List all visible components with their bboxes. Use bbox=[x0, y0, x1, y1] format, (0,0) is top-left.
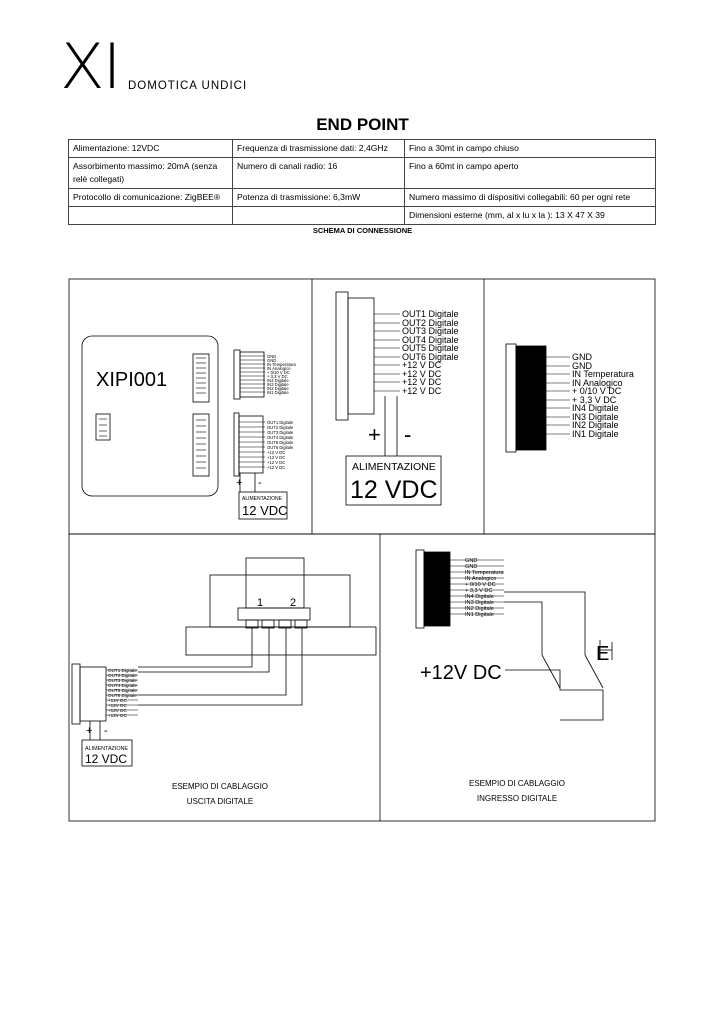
label: IN1 Digitale bbox=[465, 612, 494, 618]
label: OUT5 Digitale bbox=[402, 343, 459, 353]
label: + 0/10 V DC bbox=[572, 386, 622, 396]
label: IN Analogico bbox=[267, 366, 291, 371]
table-cell: Assorbimento massimo: 20mA (senza relè collegati) bbox=[69, 158, 233, 189]
caption-right bbox=[447, 776, 587, 806]
label: OUT6 Digitale bbox=[267, 445, 294, 450]
table-cell: Numero massimo di dispositivi collegabili: 60 per ogni rete bbox=[405, 189, 656, 207]
supply-label: ALIMENTAZIONE bbox=[85, 746, 129, 752]
label: +12V DC bbox=[108, 713, 127, 718]
label: OUT1 Digitale bbox=[108, 668, 137, 673]
label: +12 V DC bbox=[267, 455, 286, 460]
label: +12 V DC bbox=[402, 386, 442, 396]
output-labels-panel4 bbox=[108, 668, 137, 718]
table-cell: Numero di canali radio: 16 bbox=[233, 158, 405, 189]
label: +12V DC bbox=[108, 708, 127, 713]
label: +12 V DC bbox=[402, 360, 442, 370]
label: +12V DC bbox=[108, 703, 127, 708]
label: + 3,3 V DC bbox=[572, 395, 617, 405]
table-cell: Fino a 30mt in campo chiuso bbox=[405, 140, 656, 158]
caption-left bbox=[150, 779, 290, 809]
relay-terminal-1: 1 bbox=[257, 597, 264, 609]
label: +12 V DC bbox=[267, 465, 286, 470]
table-cell: Protocollo di comunicazione: ZigBEE® bbox=[69, 189, 233, 207]
caption-line: USCITA DIGITALE bbox=[186, 797, 254, 806]
label: GND bbox=[572, 361, 592, 371]
label: IN4 Digitale bbox=[572, 403, 619, 413]
input-labels-small bbox=[267, 354, 296, 395]
caption-line: INGRESSO DIGITALE bbox=[476, 794, 558, 803]
label: OUT3 Digitale bbox=[267, 430, 294, 435]
plus-sign: + bbox=[236, 477, 243, 489]
label: IN Temperatura bbox=[267, 362, 296, 367]
dc-label: +12V DC bbox=[420, 662, 502, 684]
label: IN1 Digitale bbox=[572, 429, 619, 439]
label: OUT5 Digitale bbox=[108, 688, 137, 693]
label: IN2 Digitale bbox=[267, 386, 289, 391]
table-cell: Fino a 60mt in campo aperto bbox=[405, 158, 656, 189]
label: IN Temperatura bbox=[465, 570, 504, 576]
label: OUT2 Digitale bbox=[108, 673, 137, 678]
label: OUT1 Digitale bbox=[402, 309, 459, 319]
label: OUT6 Digitale bbox=[402, 352, 459, 362]
supply-label: ALIMENTAZIONE bbox=[242, 496, 282, 502]
output-labels bbox=[402, 309, 459, 396]
label: OUT6 Digitale bbox=[108, 693, 137, 698]
label: IN Analogico bbox=[465, 576, 497, 582]
label: OUT4 Digitale bbox=[267, 435, 294, 440]
supply-value: 12 VDC bbox=[85, 752, 128, 766]
label: +12 V DC bbox=[267, 460, 286, 465]
label: IN4 Digitale bbox=[267, 378, 289, 383]
label: GND bbox=[465, 564, 478, 570]
supply-value: 12 VDC bbox=[242, 503, 288, 518]
caption-line: ESEMPIO DI CABLAGGIO bbox=[468, 779, 566, 788]
input-labels bbox=[572, 352, 634, 439]
label: OUT4 Digitale bbox=[108, 683, 137, 688]
label: + 3,3 V DC bbox=[465, 588, 493, 594]
logo-mark: XI bbox=[60, 30, 120, 103]
label: GND bbox=[267, 358, 277, 363]
plus-sign: + bbox=[368, 422, 381, 447]
brand-name: DOMOTICA UNDICI bbox=[128, 80, 248, 92]
label: +12 V DC bbox=[402, 377, 442, 387]
supply-value: 12 VDC bbox=[350, 476, 438, 504]
caption-line: ESEMPIO DI CABLAGGIO bbox=[171, 782, 269, 791]
switch-label: E bbox=[596, 643, 610, 665]
minus-sign: - bbox=[404, 422, 412, 447]
label: IN2 Digitale bbox=[465, 606, 494, 612]
schema-title: SCHEMA DI CONNESSIONE bbox=[312, 226, 413, 235]
label: IN2 Digitale bbox=[572, 420, 619, 430]
label: OUT4 Digitale bbox=[402, 335, 459, 345]
table-cell: Potenza di trasmissione: 6,3mW bbox=[233, 189, 405, 207]
label: GND bbox=[572, 352, 592, 362]
label: OUT3 Digitale bbox=[108, 678, 137, 683]
relay-terminal-2: 2 bbox=[290, 597, 297, 609]
label: OUT3 Digitale bbox=[402, 326, 459, 336]
label: OUT1 Digitale bbox=[267, 420, 294, 425]
input-labels-panel5 bbox=[465, 558, 504, 618]
label: GND bbox=[267, 354, 277, 359]
label: IN Temperatura bbox=[572, 369, 634, 379]
table-cell: Dimensioni esterne (mm, al x lu x la ): 13 X 47 X 39 bbox=[405, 207, 656, 225]
label: OUT2 Digitale bbox=[402, 318, 459, 328]
minus-sign: - bbox=[258, 477, 262, 489]
label: IN3 Digitale bbox=[465, 600, 494, 606]
minus-sign: - bbox=[104, 725, 108, 737]
label: OUT5 Digitale bbox=[267, 440, 294, 445]
label: + 0/10 V DC bbox=[465, 582, 496, 588]
label: +12 V DC bbox=[267, 450, 286, 455]
label: + 0/10 V DC bbox=[267, 370, 290, 375]
output-labels-small bbox=[267, 420, 294, 470]
supply-label: ALIMENTAZIONE bbox=[352, 461, 436, 473]
label: GND bbox=[465, 558, 478, 564]
table-cell: Alimentazione: 12VDC bbox=[69, 140, 233, 158]
label: IN1 Digitale bbox=[267, 390, 289, 395]
label: IN4 Digitale bbox=[465, 594, 494, 600]
label: IN3 Digitale bbox=[572, 412, 619, 422]
label: +12V DC bbox=[108, 698, 127, 703]
device-label: XIPI001 bbox=[96, 369, 168, 391]
label: OUT2 Digitale bbox=[267, 425, 294, 430]
page-title: END POINT bbox=[316, 115, 409, 134]
label: IN Analogico bbox=[572, 378, 623, 388]
label: +12 V DC bbox=[402, 369, 442, 379]
label: IN3 Digitale bbox=[267, 382, 289, 387]
plus-sign: + bbox=[86, 725, 93, 737]
table-cell: Frequenza di trasmissione dati: 2,4GHz bbox=[233, 140, 405, 158]
label: + 3,3 V DC bbox=[267, 374, 288, 379]
